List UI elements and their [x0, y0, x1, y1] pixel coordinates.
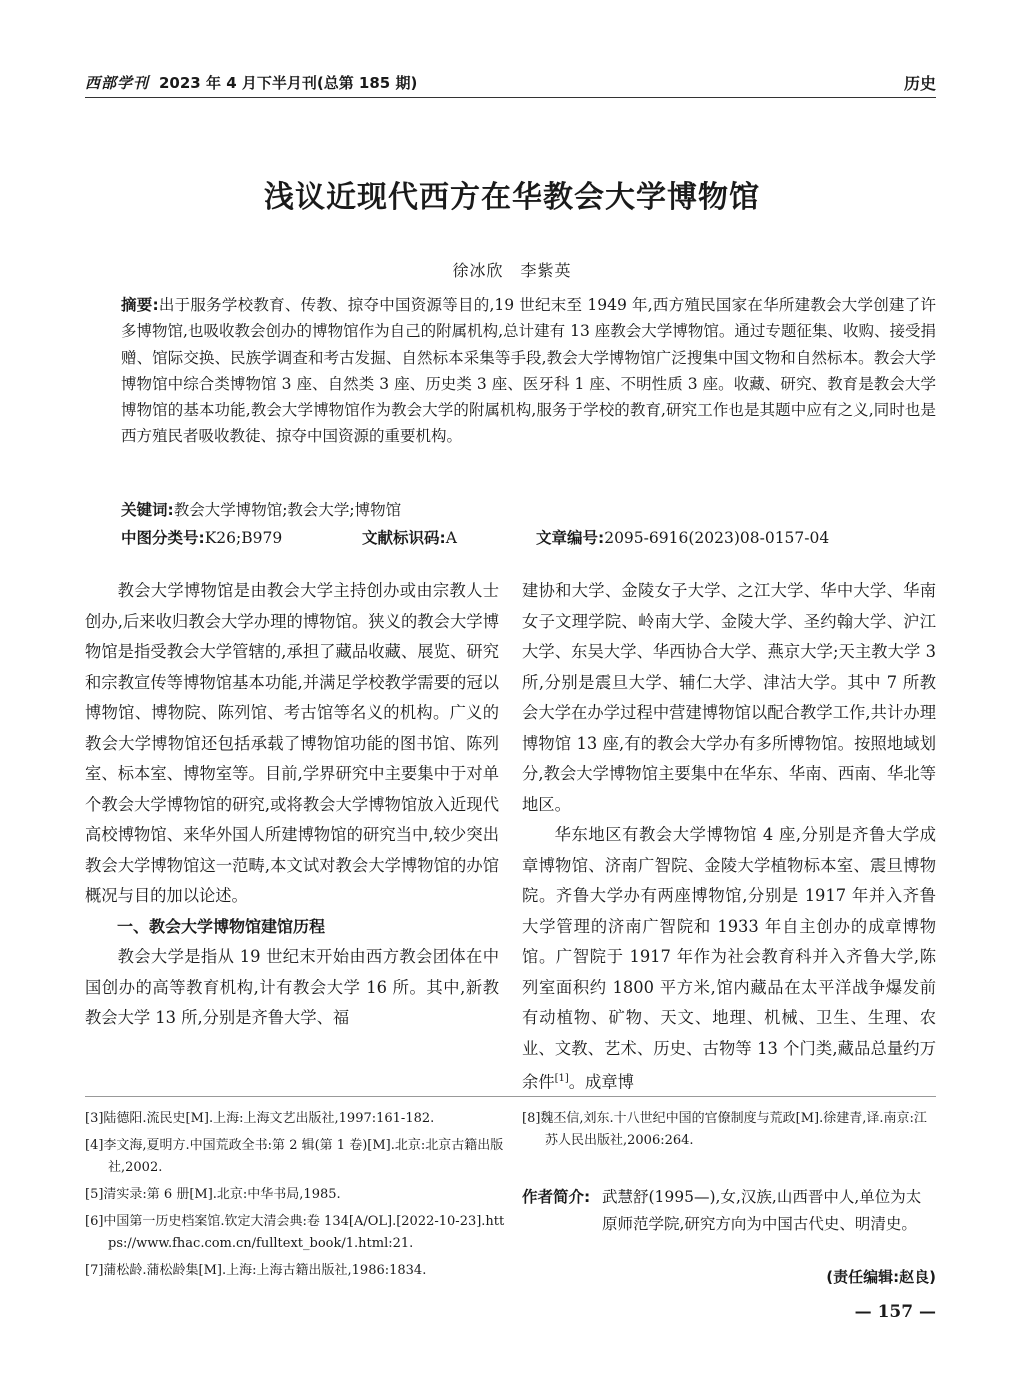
article-number — [536, 526, 829, 548]
keywords-label: 关键词: — [121, 501, 174, 519]
reference-item: [4]李文海,夏明方.中国荒政全书:第 2 辑(第 1 卷)[M].北京:北京古籍出版社,2002. — [85, 1138, 504, 1175]
body-column-right — [522, 576, 936, 1098]
body-column-left — [85, 576, 499, 1034]
footnote-divider — [85, 1096, 936, 1097]
document-code-label: 文献标识码: — [362, 529, 446, 547]
header-divider — [85, 97, 936, 98]
body-paragraph — [522, 820, 936, 1098]
reference-item: [6]中国第一历史档案馆.钦定大清会典:卷 134[A/OL].[2022-10-23].https://www.fhac.com.cn/fulltext_book/1.html:21. — [85, 1214, 505, 1251]
body-paragraph: 建协和大学、金陵女子大学、之江大学、华中大学、华南女子文理学院、岭南大学、金陵大学、圣约翰大学、沪江大学、东吴大学、华西协合大学、燕京大学;天主教大学 3 所,分别是震旦大学、辅仁大学、津沽大学。其中 7 所教会大学在办学过程中营建博物馆以配合教学工作,共计办理博物馆 13 座,有的教会大学办有多所博物馆。按照地域划分,教会大学博物馆主要集中在华东、华南、西南、华北等地区。 — [522, 581, 936, 814]
abstract — [85, 292, 936, 450]
clc-value: K26;B979 — [204, 529, 283, 547]
abstract-text: 出于服务学校教育、传教、掠夺中国资源等目的,19 世纪末至 1949 年,西方殖民国家在华所建教会大学创建了许多博物馆,也吸收教会创办的博物馆作为自己的附属机构,总计建有 13 座教会大学博物馆。通过专题征集、收购、接受捐赠、馆际交换、民族学调查和考古发掘、自然标本采集等手段,教会大学博物馆广泛搜集中国文物和自然标本。教会大学博物馆中综合类博物馆 3 座、自然类 3 座、历史类 3 座、医牙科 1 座、不明性质 3 座。收藏、研究、教育是教会大学博物馆的基本功能,教会大学博物馆作为教会大学的附属机构,服务于学校的教育,研究工作也是其题中应有之义,同时也是西方殖民者吸收教徒、掠夺中国资源的重要机构。 — [121, 296, 937, 446]
responsible-editor: (责任编辑:赵良) — [826, 1268, 936, 1286]
article-number-label: 文章编号: — [536, 529, 605, 547]
abstract-label: 摘要: — [121, 296, 159, 314]
reference-item: [5]清实录:第 6 册[M].北京:中华书局,1985. — [85, 1187, 341, 1202]
reference-item: [3]陆德阳.流民史[M].上海:上海文艺出版社,1997:161-182. — [85, 1111, 435, 1126]
document-code-value: A — [445, 529, 457, 547]
author-bio — [522, 1184, 936, 1238]
keywords-text: 教会大学博物馆;教会大学;博物馆 — [173, 501, 402, 519]
section-heading: 一、教会大学博物馆建馆历程 — [117, 916, 326, 936]
article-number-value: 2095-6916(2023)08-0157-04 — [604, 529, 830, 547]
clc-number — [121, 526, 282, 548]
citation-marker: [1] — [554, 1073, 569, 1084]
document-code — [362, 526, 457, 548]
keywords — [121, 498, 401, 520]
references-left — [85, 1108, 505, 1287]
body-paragraph: 教会大学是指从 19 世纪末开始由西方教会团体在中国创办的高等教育机构,计有教会大学 16 所。其中,新教教会大学 13 所,分别是齐鲁大学、福 — [85, 947, 499, 1027]
body-paragraph: 教会大学博物馆是由教会大学主持创办或由宗教人士创办,后来收归教会大学办理的博物馆。狭义的教会大学博物馆是指受教会大学管辖的,承担了藏品收藏、展览、研究和宗教宣传等博物馆基本功能,并满足学校教学需要的冠以博物馆、博物院、陈列馆、考古馆等名义的机构。广义的教会大学博物馆还包括承载了博物馆功能的图书馆、陈列室、标本室、博物室等。目前,学界研究中主要集中于对单个教会大学博物馆的研究,或将教会大学博物馆放入近现代高校博物馆、来华外国人所建博物馆的研究当中,较少突出教会大学博物馆这一范畴,本文试对教会大学博物馆的办馆概况与目的加以论述。 — [85, 581, 499, 905]
body-paragraph-end: 。成章博 — [568, 1072, 634, 1092]
section-label: 历史 — [903, 74, 936, 93]
article-authors: 徐冰欣 李紫英 — [452, 261, 572, 280]
reference-item: [7]蒲松龄.蒲松龄集[M].上海:上海古籍出版社,1986:1834. — [85, 1263, 427, 1278]
reference-item: [8]魏丕信,刘东.十八世纪中国的官僚制度与荒政[M].徐建青,译.南京:江苏人民出版社,2006:264. — [522, 1111, 927, 1148]
article-title: 浅议近现代西方在华教会大学博物馆 — [264, 180, 760, 215]
author-bio-label: 作者简介: — [522, 1188, 591, 1206]
journal-logo: 西部学刊 — [85, 74, 150, 92]
issue-info: 2023 年 4 月下半月刊(总第 185 期) — [159, 74, 418, 92]
page-number: — 157 — — [854, 1302, 936, 1322]
body-paragraph-text: 华东地区有教会大学博物馆 4 座,分别是齐鲁大学成章博物馆、济南广智院、金陵大学植物标本室、震旦博物院。齐鲁大学办有两座博物馆,分别是 1917 年并入齐鲁大学管理的济南广智院和 1933 年自主创办的成章博物馆。广智院于 1917 年作为社会教育科并入齐鲁大学,陈列室面积约 1800 平方米,馆内藏品在太平洋战争爆发前有动植物、矿物、天文、地理、机械、卫生、生理、农业、文教、艺术、历史、古物等 13 个门类,藏品总量约万余件 — [522, 825, 936, 1092]
clc-label: 中图分类号: — [121, 529, 205, 547]
running-header — [85, 68, 936, 98]
references-right — [522, 1108, 936, 1157]
author-bio-text: 武慧舒(1995—),女,汉族,山西晋中人,单位为太原师范学院,研究方向为中国古代史、明清史。 — [602, 1188, 922, 1233]
